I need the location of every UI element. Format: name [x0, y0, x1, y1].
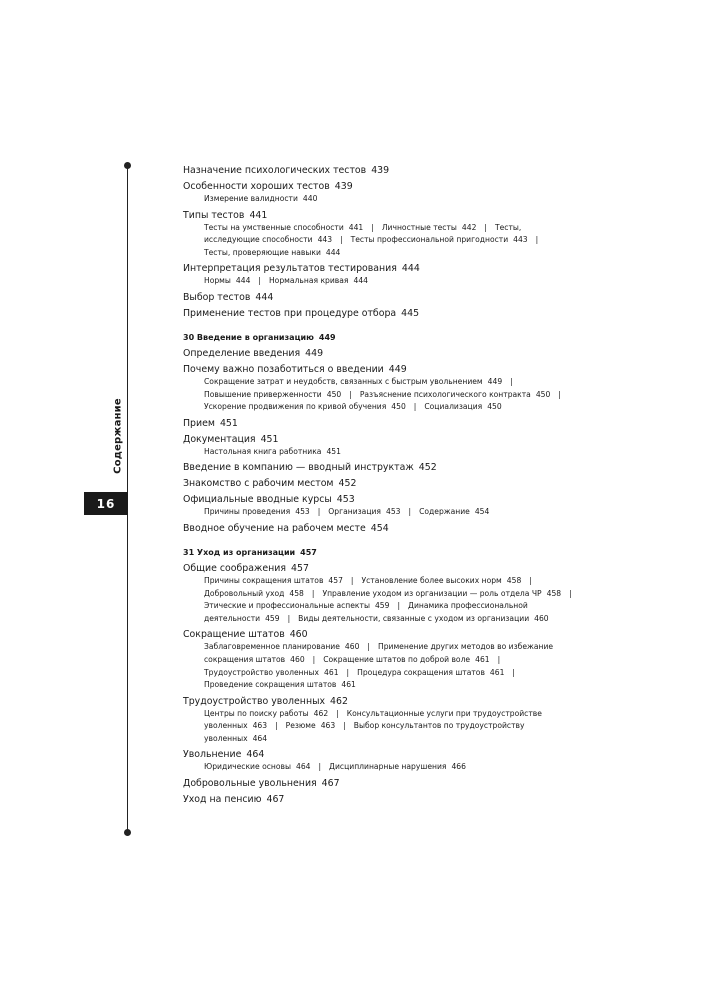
- subtopic-title: Динамика профессиональной: [408, 601, 528, 611]
- toc-entry: [183, 291, 583, 304]
- toc-entry: [183, 477, 583, 490]
- subtopic-title: уволенных: [204, 733, 248, 743]
- page-ref: 449: [318, 332, 336, 342]
- page-ref: 444: [255, 291, 274, 303]
- page-ref: 461: [324, 667, 339, 677]
- subtopic-title: исследующие способности: [204, 235, 313, 245]
- page-ref: 451: [326, 446, 341, 456]
- page-ref: 454: [474, 507, 490, 517]
- subtopic-title: Резюме: [285, 721, 316, 731]
- subtopic-title: Причины проведения: [204, 507, 291, 517]
- subtopic-line: [183, 667, 583, 680]
- toc-entry: [183, 417, 583, 430]
- entry-title: Общие соображения: [183, 562, 287, 574]
- page-ref: 450: [535, 389, 551, 399]
- toc-entry: [183, 748, 583, 761]
- separator: |: [510, 376, 513, 386]
- page-ref: 449: [388, 363, 407, 375]
- subtopic-title: Проведение сокращения штатов: [204, 680, 337, 690]
- subtopic-title: Организация: [328, 507, 382, 517]
- subtopic-title: Установление более высоких норм: [361, 575, 502, 585]
- page-ref: 445: [401, 307, 420, 319]
- subtopic-title: сокращения штатов: [204, 654, 286, 664]
- entry-title: Особенности хороших тестов: [183, 181, 330, 192]
- subtopic-title: Применение других методов во избежание: [377, 642, 554, 652]
- page-ref: 464: [295, 762, 311, 772]
- page-ref: 454: [370, 522, 389, 534]
- separator: |: [340, 235, 343, 245]
- page-ref: 444: [235, 276, 251, 286]
- toc-entry: [183, 461, 583, 474]
- page-ref: 461: [341, 680, 356, 690]
- entry-title: Добровольные увольнения: [183, 778, 317, 790]
- page-ref: 467: [321, 778, 340, 790]
- subtopic-line: [183, 654, 583, 667]
- page-ref: 463: [320, 721, 336, 731]
- page-ref: 453: [386, 507, 401, 517]
- page-ref: 457: [291, 562, 309, 574]
- separator: |: [312, 654, 316, 664]
- chapter-heading: [183, 331, 583, 344]
- entry-title: Трудоустройство уволенных: [183, 695, 326, 707]
- subtopic-title: Виды деятельности, связанные с уходом из организации: [298, 613, 530, 623]
- page-ref: 460: [290, 654, 305, 664]
- entry-title: Выбор тестов: [183, 291, 251, 303]
- page-ref: 439: [334, 181, 353, 192]
- separator: |: [343, 721, 346, 731]
- page-ref: 460: [534, 613, 549, 623]
- subtopic-title: Юридические основы: [204, 762, 291, 772]
- entry-title: Вводное обучение на рабочем месте: [183, 522, 366, 534]
- subtopic-title: Консультационные услуги при трудоустройстве: [346, 708, 542, 718]
- subtopic-line: [183, 720, 583, 733]
- page-ref: 449: [305, 347, 324, 359]
- toc-entry: [183, 695, 583, 708]
- separator: |: [558, 389, 561, 399]
- page-ref: 453: [336, 494, 355, 506]
- toc-entry: [183, 262, 583, 275]
- page-ref: 453: [295, 507, 310, 517]
- subtopic-line: [183, 389, 583, 402]
- page-ref: 439: [371, 165, 390, 176]
- subtopic-title: Тесты профессиональной пригодности: [350, 235, 509, 245]
- running-head-label: Содержание: [112, 398, 124, 474]
- entry-title: Увольнение: [183, 749, 242, 761]
- subtopic-title: Тесты на умственные способности: [204, 222, 344, 232]
- page-ref: 458: [289, 588, 304, 598]
- page-ref: 449: [487, 376, 503, 386]
- separator: |: [371, 222, 374, 232]
- chapter-title: 31 Уход из организации: [183, 547, 296, 557]
- subtopic-line: [183, 679, 583, 692]
- page-ref: 443: [513, 235, 528, 245]
- entry-title: Официальные вводные курсы: [183, 494, 332, 506]
- separator: |: [367, 642, 370, 652]
- entry-title: Уход на пенсию: [183, 794, 262, 806]
- chapter-heading: [183, 546, 583, 559]
- toc-entry: [183, 433, 583, 446]
- separator: |: [346, 667, 350, 677]
- separator: |: [336, 708, 339, 718]
- separator: |: [350, 575, 354, 585]
- subtopic-line: [183, 600, 583, 613]
- subtopic-line: [183, 506, 583, 519]
- page-ref: 442: [461, 222, 477, 232]
- page-ref: 443: [317, 235, 333, 245]
- subtopic-line: [183, 733, 583, 746]
- separator: |: [408, 507, 412, 517]
- subtopic-title: Нормы: [204, 276, 231, 286]
- entry-title: Сокращение штатов: [183, 629, 285, 641]
- subtopic-line: [183, 641, 583, 654]
- page-ref: 457: [328, 575, 343, 585]
- entry-title: Знакомство с рабочим местом: [183, 478, 334, 490]
- toc-entry: [183, 777, 583, 790]
- separator: |: [258, 276, 261, 286]
- separator: |: [529, 575, 532, 585]
- page-ref: 451: [260, 433, 279, 445]
- page-ref: 457: [300, 547, 317, 557]
- subtopic-title: Сокращение штатов по доброй воле: [323, 654, 471, 664]
- separator: |: [275, 721, 278, 731]
- subtopic-title: Повышение приверженности: [204, 389, 322, 399]
- entry-title: Почему важно позаботиться о введении: [183, 363, 384, 375]
- page-ref: 441: [348, 222, 364, 232]
- page-ref: 460: [344, 642, 360, 652]
- page-ref: 444: [325, 247, 341, 257]
- page-ref: 450: [391, 402, 406, 412]
- page-ref: 464: [252, 733, 268, 743]
- subtopic-line: [183, 222, 583, 235]
- page-ref: 459: [374, 601, 390, 611]
- subtopic-title: Разъяснение психологического контракта: [359, 389, 531, 399]
- page-ref: 452: [338, 478, 357, 490]
- separator: |: [535, 235, 539, 245]
- toc-entry: [183, 209, 583, 222]
- page-ref: 451: [219, 417, 238, 429]
- entry-title: Введение в компанию — вводный инструктаж: [183, 462, 414, 474]
- separator: |: [317, 507, 321, 517]
- toc-entry: [183, 628, 583, 641]
- entry-title: Определение введения: [183, 347, 301, 359]
- entry-title: Назначение психологических тестов: [183, 165, 367, 176]
- subtopic-title: Ускорение продвижения по кривой обучения: [204, 402, 387, 412]
- subtopic-line: [183, 401, 583, 414]
- page-ref: 440: [302, 194, 318, 203]
- separator: |: [287, 613, 291, 623]
- subtopic-title: Заблаговременное планирование: [204, 642, 340, 652]
- subtopic-title: Содержание: [419, 507, 470, 517]
- page-ref: 466: [451, 762, 466, 772]
- rule-bottom-dot: [124, 829, 131, 836]
- separator: |: [569, 588, 572, 598]
- subtopic-title: Процедура сокращения штатов: [357, 667, 485, 677]
- entry-title: Интерпретация результатов тестирования: [183, 263, 397, 275]
- subtopic-title: Настольная книга работника: [204, 446, 322, 456]
- subtopic-title: Нормальная кривая: [268, 276, 349, 286]
- entry-title: Применение тестов при процедуре отбора: [183, 307, 397, 319]
- subtopic-title: уволенных: [204, 721, 248, 731]
- subtopic-line: [183, 446, 583, 459]
- toc-entry: [183, 562, 583, 575]
- page-ref: 463: [252, 721, 268, 731]
- subtopic-line: [183, 588, 583, 601]
- toc-entry: [183, 164, 583, 177]
- subtopic-title: Причины сокращения штатов: [204, 575, 324, 585]
- toc-entry: [183, 347, 583, 360]
- separator: |: [397, 601, 401, 611]
- chapter-title: 30 Введение в организацию: [183, 332, 314, 342]
- separator: |: [497, 654, 501, 664]
- entry-title: Типы тестов: [183, 209, 245, 221]
- separator: |: [311, 588, 315, 598]
- subtopic-line: [183, 761, 583, 774]
- subtopic-line: [183, 193, 583, 206]
- subtopic-title: Сокращение затрат и неудобств, связанных с быстрым увольнением: [204, 376, 483, 386]
- toc-entry: [183, 307, 583, 320]
- page-ref: 452: [418, 462, 437, 474]
- page-ref: 462: [313, 708, 329, 718]
- subtopic-title: Тесты,: [494, 222, 522, 232]
- rule-top-dot: [124, 162, 131, 169]
- separator: |: [413, 402, 417, 412]
- subtopic-title: Центры по поиску работы: [204, 708, 309, 718]
- entry-title: Документация: [183, 433, 256, 445]
- subtopic-title: Тесты, проверяющие навыки: [204, 247, 321, 257]
- page-number-box: [84, 492, 128, 515]
- subtopic-title: Выбор консультантов по трудоустройству: [353, 721, 525, 731]
- table-of-contents: [183, 164, 583, 806]
- subtopic-line: [183, 376, 583, 389]
- page-ref: 441: [249, 209, 268, 221]
- page-ref: 450: [487, 402, 502, 412]
- page-ref: 461: [489, 667, 505, 677]
- page-ref: 467: [266, 794, 285, 806]
- subtopic-title: Измерение валидности: [204, 194, 298, 203]
- page-number: 16: [96, 496, 116, 511]
- separator: |: [484, 222, 487, 232]
- separator: |: [512, 667, 515, 677]
- subtopic-title: Социализация: [424, 402, 483, 412]
- separator: |: [349, 389, 352, 399]
- subtopic-line: [183, 613, 583, 626]
- subtopic-line: [183, 234, 583, 247]
- subtopic-title: деятельности: [204, 613, 261, 623]
- separator: |: [318, 762, 322, 772]
- toc-entry: [183, 793, 583, 806]
- subtopic-title: Добровольный уход: [204, 588, 285, 598]
- toc-entry: [183, 363, 583, 376]
- page-ref: 444: [353, 276, 368, 286]
- page-ref: 444: [401, 263, 420, 275]
- subtopic-title: Этические и профессиональные аспекты: [204, 601, 370, 611]
- subtopic-line: [183, 708, 583, 721]
- page-ref: 461: [475, 654, 490, 664]
- subtopic-title: Дисциплинарные нарушения: [329, 762, 447, 772]
- subtopic-title: Трудоустройство уволенных: [204, 667, 320, 677]
- subtopic-title: Личностные тесты: [381, 222, 457, 232]
- subtopic-line: [183, 575, 583, 588]
- page-ref: 460: [289, 629, 308, 641]
- toc-entry: [183, 522, 583, 535]
- page-ref: 458: [546, 588, 562, 598]
- toc-entry: [183, 493, 583, 506]
- page-ref: 450: [326, 389, 342, 399]
- page-ref: 464: [246, 749, 265, 761]
- subtopic-line: [183, 247, 583, 260]
- subtopic-line: [183, 275, 583, 288]
- page-ref: 458: [506, 575, 522, 585]
- entry-title: Прием: [183, 417, 215, 429]
- page-ref: 459: [265, 613, 280, 623]
- toc-entry: [183, 180, 583, 193]
- page-ref: 462: [330, 695, 348, 707]
- subtopic-title: Управление уходом из организации — роль отдела ЧР: [322, 588, 542, 598]
